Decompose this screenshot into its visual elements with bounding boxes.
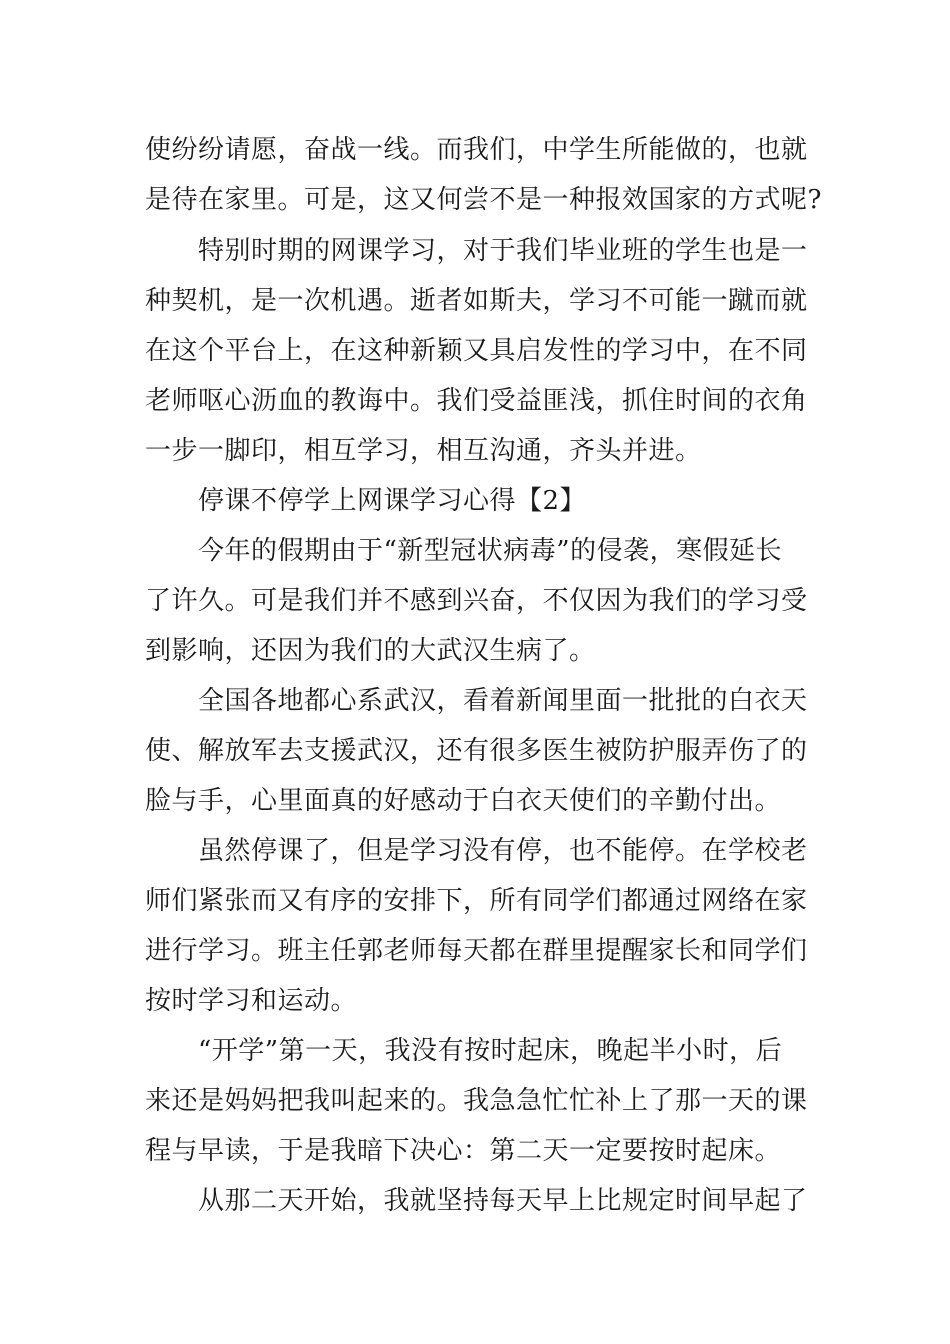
text-line: 程与早读，于是我暗下决心：第二天一定要按时起床。	[145, 1136, 782, 1166]
text-line: 一步一脚印，相互学习，相互沟通，齐头并进。	[145, 436, 702, 466]
text-line: 来还是妈妈把我叫起来的。我急急忙忙补上了那一天的课	[145, 1086, 808, 1116]
text-line: 进行学习。班主任郭老师每天都在群里提醒家长和同学们	[145, 936, 808, 966]
paragraph-start-line: 今年的假期由于“新型冠状病毒”的侵袭，寒假延长	[198, 536, 783, 566]
text-line: 老师呕心沥血的教诲中。我们受益匪浅，抓住时间的衣角	[145, 386, 808, 416]
section-heading: 停课不停学上网课学习心得【2】	[198, 486, 587, 516]
text-line: 在这个平台上，在这种新颖又具启发性的学习中，在不同	[145, 336, 808, 366]
paragraph-start-line: 虽然停课了，但是学习没有停，也不能停。在学校老	[198, 836, 808, 866]
text-line: 使纷纷请愿，奋战一线。而我们，中学生所能做的，也就	[145, 135, 808, 165]
text-line: 使、解放军去支援武汉，还有很多医生被防护服弄伤了的	[145, 736, 808, 766]
text-line: 师们紧张而又有序的安排下，所有同学们都通过网络在家	[145, 886, 808, 916]
paragraph-start-line: 从那二天开始，我就坚持每天早上比规定时间早起了	[198, 1186, 808, 1216]
text-line: 是待在家里。可是，这又何尝不是一种报效国家的方式呢?	[145, 185, 822, 215]
paragraph-start-line: 全国各地都心系武汉，看着新闻里面一批批的白衣天	[198, 686, 808, 716]
text-line: 种契机，是一次机遇。逝者如斯夫，学习不可能一蹴而就	[145, 286, 808, 316]
text-line: 到影响，还因为我们的大武汉生病了。	[145, 636, 596, 666]
paragraph-start-line: 特别时期的网课学习，对于我们毕业班的学生也是一	[198, 236, 808, 266]
text-line: 脸与手，心里面真的好感动于白衣天使们的辛勤付出。	[145, 786, 782, 816]
text-line: 按时学习和运动。	[145, 986, 358, 1016]
paragraph-start-line: “开学”第一天，我没有按时起床，晚起半小时，后	[198, 1036, 783, 1066]
text-line: 了许久。可是我们并不感到兴奋，不仅因为我们的学习受	[145, 586, 808, 616]
